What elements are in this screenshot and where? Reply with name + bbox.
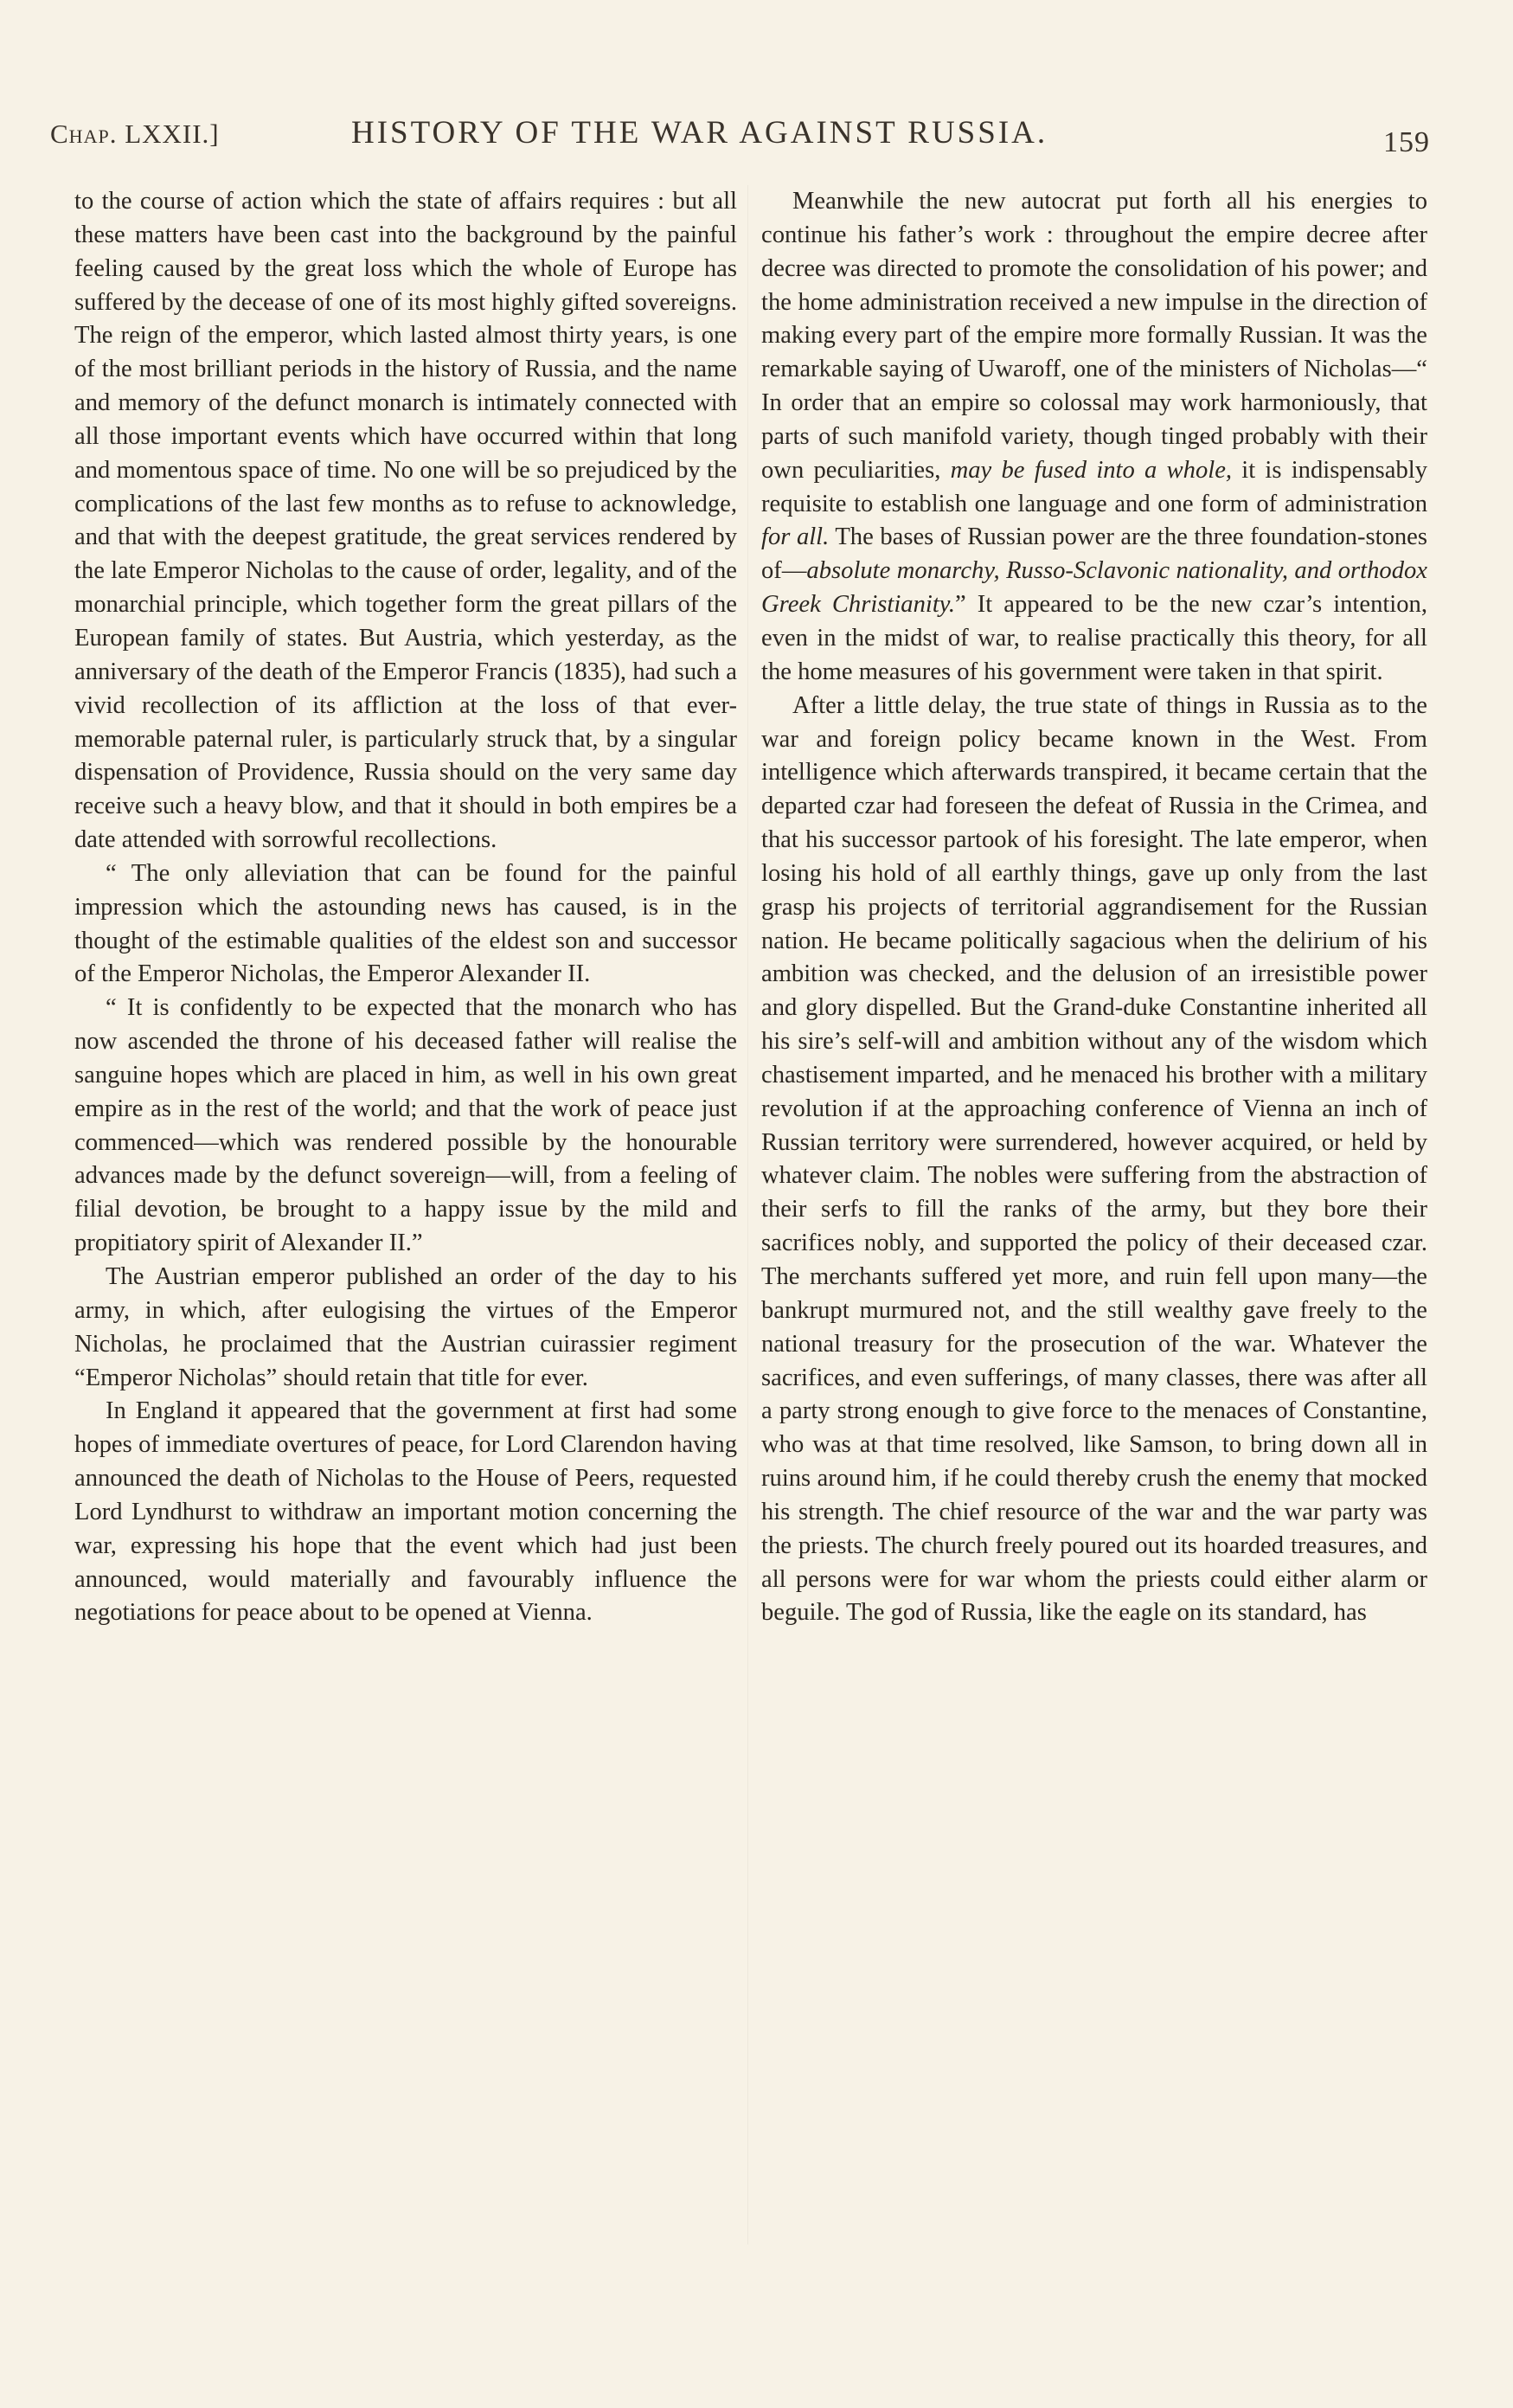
text-run: it is indispensably requisite to establish one language and one form of administration (761, 456, 1427, 517)
right-column (761, 185, 1427, 1630)
left-column (74, 185, 737, 1630)
italic-run: for all. (761, 523, 830, 551)
paragraph: After a little delay, the true state of things in Russia as to the war and foreign policy became known in the West. From intelligence which afterwards transpired, it became certain that the departed czar had foreseen the defeat of Russia in the Crimea, and that his successor partook of his foresight. The late emperor, when losing his hold of all earthly things, gave up only from the last grasp his projects of territorial aggrandisement for the Russian nation. He became politically sagacious when the delirium of his ambition was checked, and the delusion of an irresistible power and glory dispelled. But the Grand-duke Constantine inherited all his sire’s self-will and ambition without any of the wisdom which chastisement imparted, and he menaced his brother with a military revolution if at the approaching conference of Vienna an inch of Russian territory were surrendered, however acquired, or held by whatever claim. The nobles were suffering from the abstraction of their serfs to fill the ranks of the army, but they bore their sacrifices nobly, and supported the policy of their deceased czar. The merchants suffered yet more, and ruin fell upon many—the bankrupt murmured not, and the still wealthy gave freely to the national treasury for the prosecution of the war. Whatever the sacrifices, and even sufferings, of many classes, there was after all a party strong enough to give force to the menaces of Constantine, who was at that time resolved, like Samson, to bring down all in ruins around him, if he could thereby crush the enemy that mocked his strength. The chief resource of the war and the war party was the priests. The church freely poured out its hoarded treasures, and all persons were for war whom the priests could either alarm or beguile. The god of Russia, like the eagle on its standard, has (761, 691, 1427, 1627)
running-title: HISTORY OF THE WAR AGAINST RUSSIA. (351, 115, 1048, 151)
paragraph: In England it appeared that the government at first had some hopes of immediate overtures of peace, for Lord Clarendon having announced the death of Nicholas to the House of Peers, requested Lord Lyndhurst to withdraw an important motion concerning the war, expressing his hope that the event which had just been announced, would materially and favourably influence the negotiations for peace about to be opened at Vienna. (74, 1397, 737, 1627)
text-run: Meanwhile the new autocrat put forth all his energies to continue his father’s work : throughout the empire decree after decree was directed to promote the consolidation of his power; and the home administration received a new impulse in the direction of making every part of the empire more formally Russian. It was the remarkable saying of Uwaroff, one of the ministers of Nicholas—“ In order that an empire so colossal may work harmoniously, that parts of such manifold variety, though tinged probably with their own peculiarities, (761, 188, 1427, 484)
text-run: The bases of Russian power are the three foundation-stones of— (761, 523, 1427, 585)
chapter-label: Chap. LXXII.] (50, 119, 220, 149)
paragraph: “ The only alleviation that can be found for the painful impression which the astounding news has caused, is in the thought of the estimable qualities of the eldest son and successor of the Emperor Nicholas, the Emperor Alexander II. (74, 859, 737, 988)
paragraph (761, 185, 1427, 690)
page-number: 159 (1383, 126, 1430, 158)
paragraph: to the course of action which the state of affairs requires : but all these matters have been cast into the background by the painful feeling caused by the great loss which the whole of Europe has suffered by the decease of one of its most highly gifted sovereigns. The reign of the emperor, which lasted almost thirty years, is one of the most brilliant periods in the history of Russia, and the name and memory of the defunct monarch is intimately connected with all those important events which have occurred within that long and momentous space of time. No one will be so prejudiced by the complications of the last few months as to refuse to acknowledge, and that with the deepest gratitude, the great services rendered by the late Emperor Nicholas to the cause of order, legality, and of the monarchial principle, which together form the great pillars of the European family of states. But Austria, which yesterday, as the anniversary of the death of the Emperor Francis (1835), had such a vivid recollection of its affliction at the loss of that ever-memorable paternal ruler, is particularly struck that, by a singular dispensation of Providence, Russia should on the very same day receive such a heavy blow, and that it should in both empires be a date attended with sorrowful recollections. (74, 188, 737, 854)
paragraph: The Austrian emperor published an order of the day to his army, in which, after eulogising the virtues of the Emperor Nicholas, he proclaimed that the Austrian cuirassier regiment “Emperor Nicholas” should retain that title for ever. (74, 1263, 737, 1391)
text-run: ” It appeared to be the new czar’s intention, even in the midst of war, to realise practically this theory, for all the home measures of his government were taken in that spirit. (761, 591, 1427, 685)
paragraph: “ It is confidently to be expected that the monarch who has now ascended the throne of his deceased father will realise the sanguine hopes which are placed in him, as well in his own great empire as in the rest of the world; and that the work of peace just commenced—which was rendered possible by the honourable advances made by the defunct sovereign—will, from a feeling of filial devotion, be brought to a happy issue by the mild and propitiatory spirit of Alexander II.” (74, 994, 737, 1257)
running-head (50, 114, 1430, 163)
column-gutter (747, 185, 748, 2244)
italic-run: absolute monarchy, Russo-Sclavonic nationality, and orthodox Greek Christianity. (761, 557, 1427, 619)
italic-run: may be fused into a whole, (950, 456, 1233, 484)
